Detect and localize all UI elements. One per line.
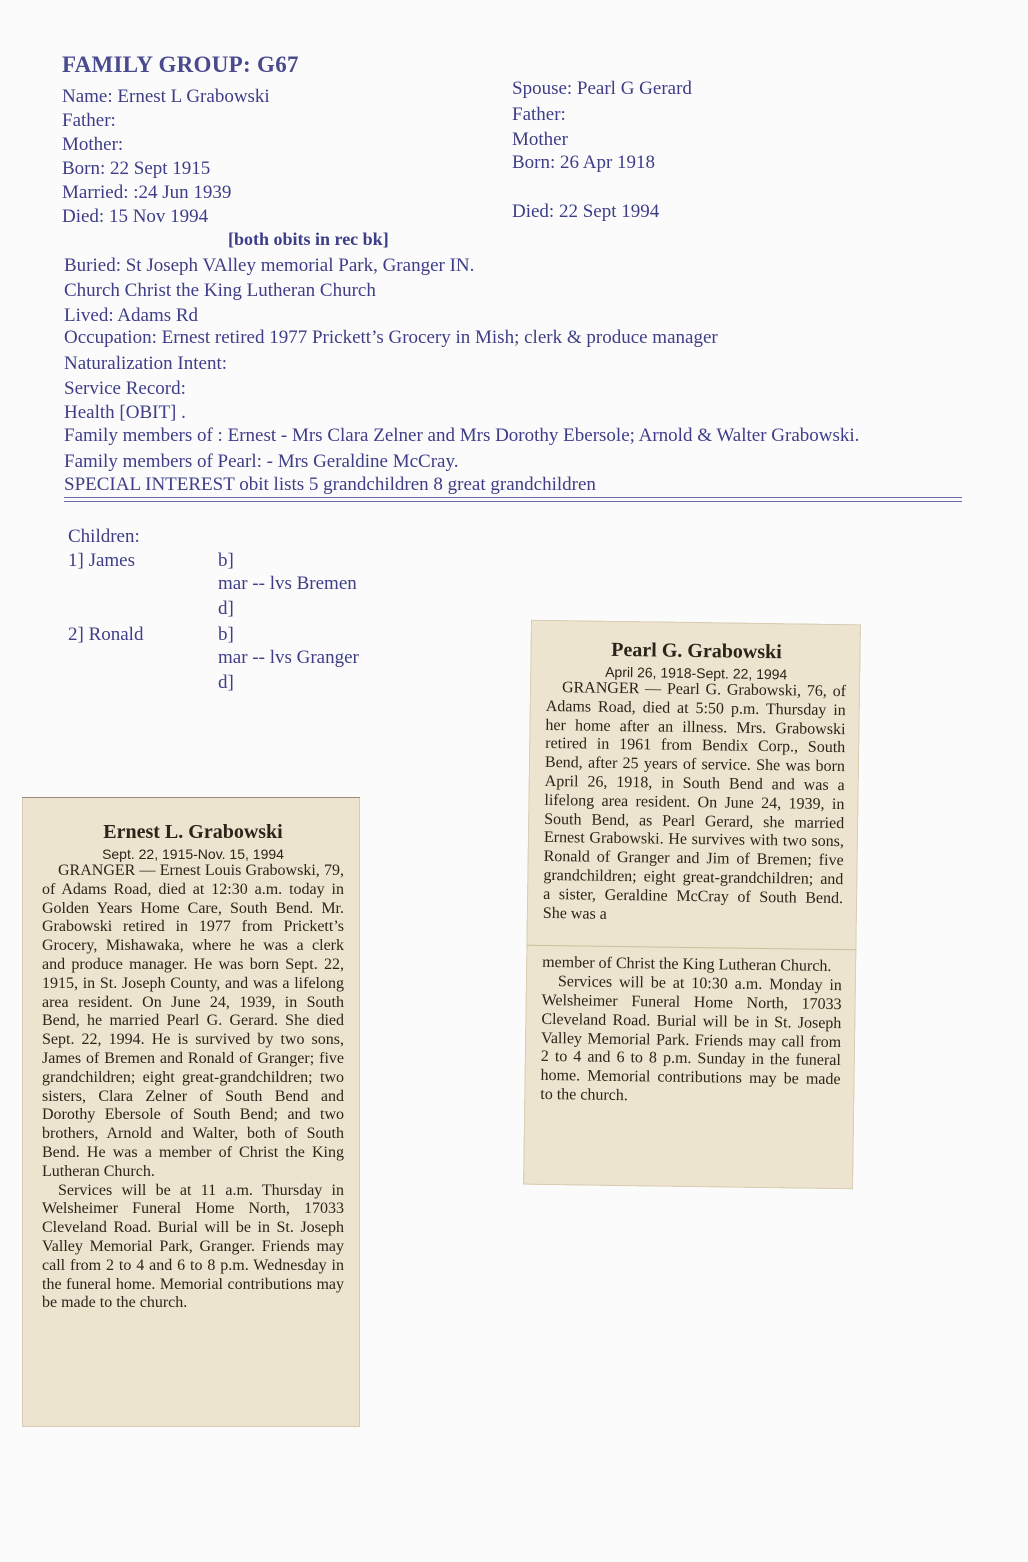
obituary-clipping-pearl [523,620,861,1190]
child-married: mar -- lvs Bremen [218,573,357,594]
obituary-paragraph: GRANGER — Pearl G. Grabowski, 76, of Adams Road, died at 5:50 p.m. Thursday in her home after an illness. Mrs. Grabowski retired in 1961 from Bendix Corp., South Bend, after 25 years of service. She was born April 26, 1918, in South Bend and was a lifelong area resident. On June 24, 1939, in South Bend, as Pearl Gerard, she married Ernest Grabowski. He survives with two sons, Ronald of Granger and Jim of Bremen; five grandchildren; eight great-grandchildren; and a sister, Geraldine McCray of South Bend. She was a [542,679,847,923]
special-interest-field: SPECIAL INTEREST obit lists 5 grandchildren 8 great grandchildren [64,474,596,495]
child-married: mar -- lvs Granger [218,647,359,668]
child-name: 2] Ronald [68,624,144,645]
spouse-mother: Mother [512,129,568,150]
obituary-dates: Sept. 22, 1915-Nov. 15, 1994 [102,846,284,862]
church-field: Church Christ the King Lutheran Church [64,280,376,301]
obituary-title: Ernest L. Grabowski [103,821,283,843]
spouse-born: Born: 26 Apr 1918 [512,152,656,173]
children-label: Children: [68,526,140,547]
husband-name: Name: Ernest L Grabowski [62,86,270,107]
obituary-paragraph: Services will be at 10:30 a.m. Monday in Welsheimer Funeral Home North, 17033 Cleveland Road. Burial will be in St. Joseph Valley Memorial Park. Friends may call from 2 to 4 and 6 to 8 p.m. Sunday in the funeral home. Memorial contributions may be made to the church. [540,973,842,1105]
naturalization-field: Naturalization Intent: [64,353,228,374]
child-died: d] [218,672,234,693]
obituary-title: Pearl G. Grabowski [611,638,782,664]
husband-born: Born: 22 Sept 1915 [62,158,211,179]
health-field: Health [OBIT] . [64,402,186,423]
obituary-dates: April 26, 1918-Sept. 22, 1994 [605,663,788,683]
spouse-father: Father: [512,104,566,125]
child-born: b] [218,550,234,571]
husband-married: Married: :24 Jun 1939 [62,182,232,203]
divider-bottom [64,501,962,502]
obituary-paragraph: GRANGER — Ernest Louis Grabowski, 79, of Adams Road, died at 12:30 a.m. today in Golden Years Home Care, South Bend. Mr. Grabowski retired in 1977 from Prickett’s Grocery, Mishawaka, where he was a clerk and produce manager. He was born Sept. 22, 1915, in St. Joseph County, and was a lifelong area resident. On June 24, 1939, in South Bend, he married Pearl G. Gerard. She died Sept. 22, 1994. He is survived by two sons, James of Bremen and Ronald of Granger; five grandchildren; eight great-grandchildren; two sisters, Clara Zelner of South Bend and Dorothy Ebersole of South Bend; and two brothers, Arnold and Walter, both of South Bend. He was a member of Christ the King Lutheran Church. [42,862,344,1180]
service-record-field: Service Record: [64,378,186,399]
spouse-name: Spouse: Pearl G Gerard [512,78,692,99]
clipping-tear [526,923,856,951]
child-died: d] [218,598,234,619]
husband-father: Father: [62,110,116,131]
husband-died: Died: 15 Nov 1994 [62,206,209,227]
spouse-died: Died: 22 Sept 1994 [512,201,660,222]
buried-field: Buried: St Joseph VAlley memorial Park, Granger IN. [64,255,475,276]
occupation-field: Occupation: Ernest retired 1977 Prickett’s Grocery in Mish; clerk & produce manager [64,327,718,348]
family-members-ernest: Family members of : Ernest - Mrs Clara Zelner and Mrs Dorothy Ebersole; Arnold & Walter Grabowski. [64,425,860,446]
obituary-clipping-ernest [22,797,360,1427]
page-title: FAMILY GROUP: G67 [62,52,299,77]
obituary-paragraph: Services will be at 11 a.m. Thursday in Welsheimer Funeral Home North, 17033 Cleveland Road. Burial will be in St. Joseph Valley Memorial Park, Granger. Friends may call from 2 to 4 and 6 to 8 p.m. Wednesday in the funeral home. Memorial contributions may be made to the church. [42,1181,344,1312]
family-members-pearl: Family members of Pearl: - Mrs Geraldine McCray. [64,451,459,472]
husband-mother: Mother: [62,134,124,155]
child-name: 1] James [68,550,136,571]
clipping-top-edge [22,797,360,798]
lived-field: Lived: Adams Rd [64,305,199,326]
obituary-paragraph: member of Christ the King Lutheran Church. [542,954,832,976]
child-born: b] [218,624,234,645]
divider-top [64,497,962,498]
obit-note: [both obits in rec bk] [228,229,389,249]
